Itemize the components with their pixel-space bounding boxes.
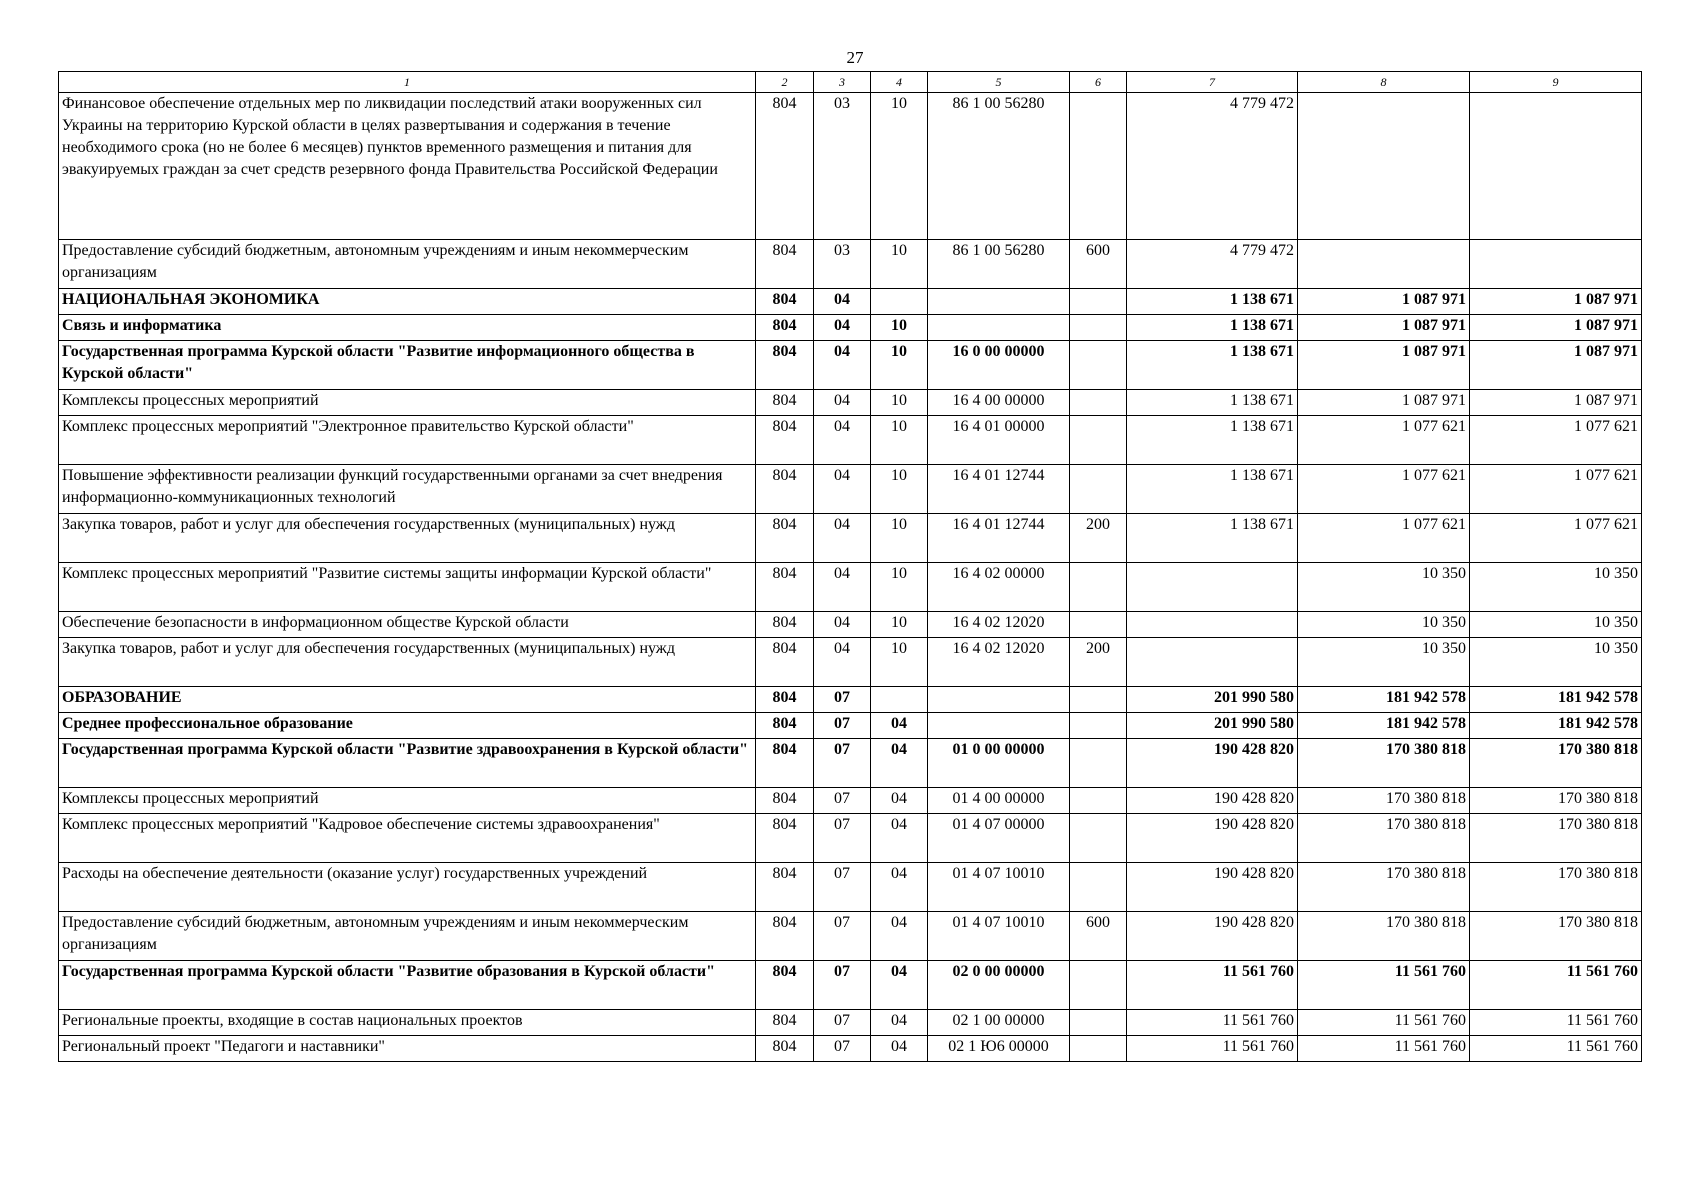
row-name: Государственная программа Курской области "Развитие здравоохранения в Курской области" — [59, 739, 756, 788]
amount-col8: 11 561 760 — [1298, 961, 1470, 1010]
ministry-code: 804 — [756, 1010, 814, 1036]
table-row — [59, 315, 1642, 341]
section-code: 07 — [814, 961, 871, 1010]
amount-col8: 1 077 621 — [1298, 465, 1470, 514]
target-article-code: 16 4 00 00000 — [928, 390, 1070, 416]
amount-col9: 1 087 971 — [1470, 289, 1642, 315]
table-row — [59, 961, 1642, 1010]
ministry-code: 804 — [756, 341, 814, 390]
subsection-code: 04 — [871, 961, 928, 1010]
ministry-code: 804 — [756, 289, 814, 315]
expense-type-code: 600 — [1070, 240, 1127, 289]
column-header: 1 — [59, 72, 756, 93]
column-header: 5 — [928, 72, 1070, 93]
subsection-code: 10 — [871, 93, 928, 240]
expense-type-code — [1070, 465, 1127, 514]
target-article-code: 16 4 02 12020 — [928, 638, 1070, 687]
section-code: 04 — [814, 315, 871, 341]
table-row — [59, 638, 1642, 687]
expense-type-code — [1070, 1036, 1127, 1062]
expense-type-code — [1070, 687, 1127, 713]
table-row — [59, 1010, 1642, 1036]
amount-col8: 11 561 760 — [1298, 1010, 1470, 1036]
amount-col7: 190 428 820 — [1127, 814, 1298, 863]
ministry-code: 804 — [756, 961, 814, 1010]
ministry-code: 804 — [756, 612, 814, 638]
amount-col7: 1 138 671 — [1127, 315, 1298, 341]
section-code: 07 — [814, 912, 871, 961]
row-name: Связь и информатика — [59, 315, 756, 341]
amount-col7 — [1127, 612, 1298, 638]
ministry-code: 804 — [756, 563, 814, 612]
row-name: Комплексы процессных мероприятий — [59, 788, 756, 814]
amount-col7 — [1127, 563, 1298, 612]
target-article-code: 01 4 07 10010 — [928, 863, 1070, 912]
amount-col9: 1 087 971 — [1470, 341, 1642, 390]
amount-col8: 1 087 971 — [1298, 315, 1470, 341]
table-row — [59, 814, 1642, 863]
row-name: Региональный проект "Педагоги и наставники" — [59, 1036, 756, 1062]
amount-col7: 1 138 671 — [1127, 289, 1298, 315]
table-row — [59, 788, 1642, 814]
amount-col7: 1 138 671 — [1127, 416, 1298, 465]
amount-col9: 181 942 578 — [1470, 713, 1642, 739]
row-name: Расходы на обеспечение деятельности (оказание услуг) государственных учреждений — [59, 863, 756, 912]
expense-type-code — [1070, 93, 1127, 240]
subsection-code — [871, 289, 928, 315]
section-code: 07 — [814, 788, 871, 814]
ministry-code: 804 — [756, 788, 814, 814]
row-name: Комплексы процессных мероприятий — [59, 390, 756, 416]
expense-type-code — [1070, 1010, 1127, 1036]
ministry-code: 804 — [756, 240, 814, 289]
expense-type-code — [1070, 788, 1127, 814]
budget-table — [58, 71, 1642, 1062]
row-name: Предоставление субсидий бюджетным, автономным учреждениям и иным некоммерческим организациям — [59, 912, 756, 961]
row-name: Закупка товаров, работ и услуг для обеспечения государственных (муниципальных) нужд — [59, 514, 756, 563]
subsection-code: 10 — [871, 514, 928, 563]
expense-type-code: 200 — [1070, 514, 1127, 563]
section-code: 04 — [814, 341, 871, 390]
amount-col9 — [1470, 93, 1642, 240]
amount-col9: 11 561 760 — [1470, 1036, 1642, 1062]
target-article-code: 86 1 00 56280 — [928, 93, 1070, 240]
expense-type-code — [1070, 289, 1127, 315]
amount-col8: 170 380 818 — [1298, 788, 1470, 814]
section-code: 07 — [814, 739, 871, 788]
amount-col7: 1 138 671 — [1127, 465, 1298, 514]
expense-type-code — [1070, 563, 1127, 612]
table-row — [59, 390, 1642, 416]
row-name: Государственная программа Курской области "Развитие информационного общества в Курской области" — [59, 341, 756, 390]
expense-type-code — [1070, 341, 1127, 390]
amount-col8: 10 350 — [1298, 638, 1470, 687]
column-header: 9 — [1470, 72, 1642, 93]
amount-col7: 190 428 820 — [1127, 863, 1298, 912]
table-row — [59, 612, 1642, 638]
target-article-code: 16 4 01 12744 — [928, 514, 1070, 563]
amount-col7: 190 428 820 — [1127, 788, 1298, 814]
ministry-code: 804 — [756, 416, 814, 465]
row-name: Предоставление субсидий бюджетным, автономным учреждениям и иным некоммерческим организациям — [59, 240, 756, 289]
amount-col9: 170 380 818 — [1470, 863, 1642, 912]
amount-col9: 10 350 — [1470, 638, 1642, 687]
subsection-code: 10 — [871, 563, 928, 612]
table-row — [59, 93, 1642, 240]
table-row — [59, 687, 1642, 713]
target-article-code — [928, 289, 1070, 315]
amount-col7 — [1127, 638, 1298, 687]
amount-col9: 10 350 — [1470, 612, 1642, 638]
page-number: 27 — [846, 48, 864, 67]
table-row — [59, 739, 1642, 788]
target-article-code — [928, 315, 1070, 341]
target-article-code: 01 0 00 00000 — [928, 739, 1070, 788]
amount-col8 — [1298, 240, 1470, 289]
amount-col9: 170 380 818 — [1470, 912, 1642, 961]
row-name: Региональные проекты, входящие в состав национальных проектов — [59, 1010, 756, 1036]
column-header: 3 — [814, 72, 871, 93]
amount-col8: 10 350 — [1298, 563, 1470, 612]
amount-col7: 11 561 760 — [1127, 961, 1298, 1010]
target-article-code — [928, 687, 1070, 713]
column-header: 4 — [871, 72, 928, 93]
column-header: 8 — [1298, 72, 1470, 93]
amount-col8: 181 942 578 — [1298, 687, 1470, 713]
ministry-code: 804 — [756, 93, 814, 240]
row-name: Закупка товаров, работ и услуг для обеспечения государственных (муниципальных) нужд — [59, 638, 756, 687]
amount-col7: 201 990 580 — [1127, 713, 1298, 739]
expense-type-code — [1070, 863, 1127, 912]
ministry-code: 804 — [756, 713, 814, 739]
subsection-code: 10 — [871, 465, 928, 514]
amount-col7: 201 990 580 — [1127, 687, 1298, 713]
target-article-code: 01 4 07 00000 — [928, 814, 1070, 863]
subsection-code: 04 — [871, 713, 928, 739]
target-article-code: 02 0 00 00000 — [928, 961, 1070, 1010]
amount-col9: 170 380 818 — [1470, 814, 1642, 863]
row-name: Среднее профессиональное образование — [59, 713, 756, 739]
target-article-code: 01 4 00 00000 — [928, 788, 1070, 814]
subsection-code: 10 — [871, 612, 928, 638]
section-code: 04 — [814, 465, 871, 514]
subsection-code: 04 — [871, 814, 928, 863]
subsection-code: 04 — [871, 739, 928, 788]
expense-type-code — [1070, 739, 1127, 788]
amount-col8: 170 380 818 — [1298, 912, 1470, 961]
ministry-code: 804 — [756, 687, 814, 713]
target-article-code: 16 0 00 00000 — [928, 341, 1070, 390]
row-name: НАЦИОНАЛЬНАЯ ЭКОНОМИКА — [59, 289, 756, 315]
section-code: 07 — [814, 687, 871, 713]
amount-col8: 10 350 — [1298, 612, 1470, 638]
section-code: 04 — [814, 612, 871, 638]
row-name: Комплекс процессных мероприятий "Кадровое обеспечение системы здравоохранения" — [59, 814, 756, 863]
target-article-code: 02 1 Ю6 00000 — [928, 1036, 1070, 1062]
section-code: 07 — [814, 814, 871, 863]
table-row — [59, 240, 1642, 289]
subsection-code: 10 — [871, 341, 928, 390]
subsection-code: 10 — [871, 638, 928, 687]
table-row — [59, 863, 1642, 912]
ministry-code: 804 — [756, 912, 814, 961]
section-code: 07 — [814, 713, 871, 739]
amount-col9: 11 561 760 — [1470, 1010, 1642, 1036]
amount-col8: 1 087 971 — [1298, 390, 1470, 416]
target-article-code: 16 4 02 00000 — [928, 563, 1070, 612]
amount-col7: 11 561 760 — [1127, 1036, 1298, 1062]
target-article-code: 01 4 07 10010 — [928, 912, 1070, 961]
row-name: Комплекс процессных мероприятий "Электронное правительство Курской области" — [59, 416, 756, 465]
expense-type-code — [1070, 713, 1127, 739]
table-row — [59, 713, 1642, 739]
table-row — [59, 912, 1642, 961]
amount-col8: 1 087 971 — [1298, 289, 1470, 315]
amount-col8 — [1298, 93, 1470, 240]
section-code: 04 — [814, 638, 871, 687]
ministry-code: 804 — [756, 514, 814, 563]
target-article-code — [928, 713, 1070, 739]
subsection-code: 04 — [871, 788, 928, 814]
amount-col9: 11 561 760 — [1470, 961, 1642, 1010]
column-header: 7 — [1127, 72, 1298, 93]
column-header: 6 — [1070, 72, 1127, 93]
ministry-code: 804 — [756, 465, 814, 514]
amount-col9: 1 087 971 — [1470, 390, 1642, 416]
amount-col7: 1 138 671 — [1127, 341, 1298, 390]
amount-col7: 1 138 671 — [1127, 390, 1298, 416]
table-row — [59, 514, 1642, 563]
section-code: 07 — [814, 1010, 871, 1036]
row-name: Государственная программа Курской области "Развитие образования в Курской области" — [59, 961, 756, 1010]
row-name: Обеспечение безопасности в информационном обществе Курской области — [59, 612, 756, 638]
amount-col9 — [1470, 240, 1642, 289]
amount-col8: 1 077 621 — [1298, 416, 1470, 465]
ministry-code: 804 — [756, 739, 814, 788]
ministry-code: 804 — [756, 638, 814, 687]
target-article-code: 86 1 00 56280 — [928, 240, 1070, 289]
table-row — [59, 341, 1642, 390]
table-row — [59, 1036, 1642, 1062]
subsection-code: 10 — [871, 315, 928, 341]
section-code: 04 — [814, 390, 871, 416]
amount-col9: 1 087 971 — [1470, 315, 1642, 341]
section-code: 03 — [814, 240, 871, 289]
subsection-code: 04 — [871, 912, 928, 961]
section-code: 04 — [814, 416, 871, 465]
row-name: ОБРАЗОВАНИЕ — [59, 687, 756, 713]
row-name: Повышение эффективности реализации функций государственными органами за счет внедрения информационно-коммуникационных технологий — [59, 465, 756, 514]
section-code: 03 — [814, 93, 871, 240]
expense-type-code — [1070, 814, 1127, 863]
amount-col8: 11 561 760 — [1298, 1036, 1470, 1062]
amount-col8: 170 380 818 — [1298, 814, 1470, 863]
section-code: 04 — [814, 289, 871, 315]
amount-col9: 181 942 578 — [1470, 687, 1642, 713]
section-code: 04 — [814, 563, 871, 612]
subsection-code: 04 — [871, 1036, 928, 1062]
amount-col8: 170 380 818 — [1298, 863, 1470, 912]
expense-type-code — [1070, 315, 1127, 341]
amount-col8: 1 077 621 — [1298, 514, 1470, 563]
table-row — [59, 465, 1642, 514]
table-row — [59, 416, 1642, 465]
amount-col9: 10 350 — [1470, 563, 1642, 612]
amount-col7: 190 428 820 — [1127, 912, 1298, 961]
subsection-code: 04 — [871, 1010, 928, 1036]
section-code: 07 — [814, 1036, 871, 1062]
expense-type-code: 200 — [1070, 638, 1127, 687]
amount-col9: 1 077 621 — [1470, 465, 1642, 514]
subsection-code: 04 — [871, 863, 928, 912]
amount-col7: 4 779 472 — [1127, 240, 1298, 289]
target-article-code: 16 4 01 00000 — [928, 416, 1070, 465]
amount-col7: 11 561 760 — [1127, 1010, 1298, 1036]
target-article-code: 16 4 02 12020 — [928, 612, 1070, 638]
expense-type-code — [1070, 612, 1127, 638]
section-code: 04 — [814, 514, 871, 563]
amount-col7: 190 428 820 — [1127, 739, 1298, 788]
ministry-code: 804 — [756, 390, 814, 416]
amount-col8: 170 380 818 — [1298, 739, 1470, 788]
subsection-code: 10 — [871, 390, 928, 416]
amount-col8: 1 087 971 — [1298, 341, 1470, 390]
table-row — [59, 289, 1642, 315]
section-code: 07 — [814, 863, 871, 912]
ministry-code: 804 — [756, 863, 814, 912]
expense-type-code — [1070, 416, 1127, 465]
expense-type-code — [1070, 390, 1127, 416]
amount-col7: 4 779 472 — [1127, 93, 1298, 240]
expense-type-code: 600 — [1070, 912, 1127, 961]
column-header: 2 — [756, 72, 814, 93]
expense-type-code — [1070, 961, 1127, 1010]
column-number-row — [59, 72, 1642, 93]
amount-col9: 170 380 818 — [1470, 739, 1642, 788]
table-row — [59, 563, 1642, 612]
ministry-code: 804 — [756, 315, 814, 341]
amount-col9: 1 077 621 — [1470, 514, 1642, 563]
amount-col8: 181 942 578 — [1298, 713, 1470, 739]
row-name: Финансовое обеспечение отдельных мер по ликвидации последствий атаки вооруженных сил Украины на территорию Курской области в целях развертывания и содержания в течение необходимого срока (но не более 6 месяцев) пунктов временного размещения и питания для эвакуируемых граждан за счет средств резервного фонда Правительства Российской Федерации — [59, 93, 756, 240]
target-article-code: 16 4 01 12744 — [928, 465, 1070, 514]
subsection-code — [871, 687, 928, 713]
amount-col7: 1 138 671 — [1127, 514, 1298, 563]
subsection-code: 10 — [871, 240, 928, 289]
ministry-code: 804 — [756, 1036, 814, 1062]
ministry-code: 804 — [756, 814, 814, 863]
row-name: Комплекс процессных мероприятий "Развитие системы защиты информации Курской области" — [59, 563, 756, 612]
target-article-code: 02 1 00 00000 — [928, 1010, 1070, 1036]
amount-col9: 170 380 818 — [1470, 788, 1642, 814]
amount-col9: 1 077 621 — [1470, 416, 1642, 465]
subsection-code: 10 — [871, 416, 928, 465]
